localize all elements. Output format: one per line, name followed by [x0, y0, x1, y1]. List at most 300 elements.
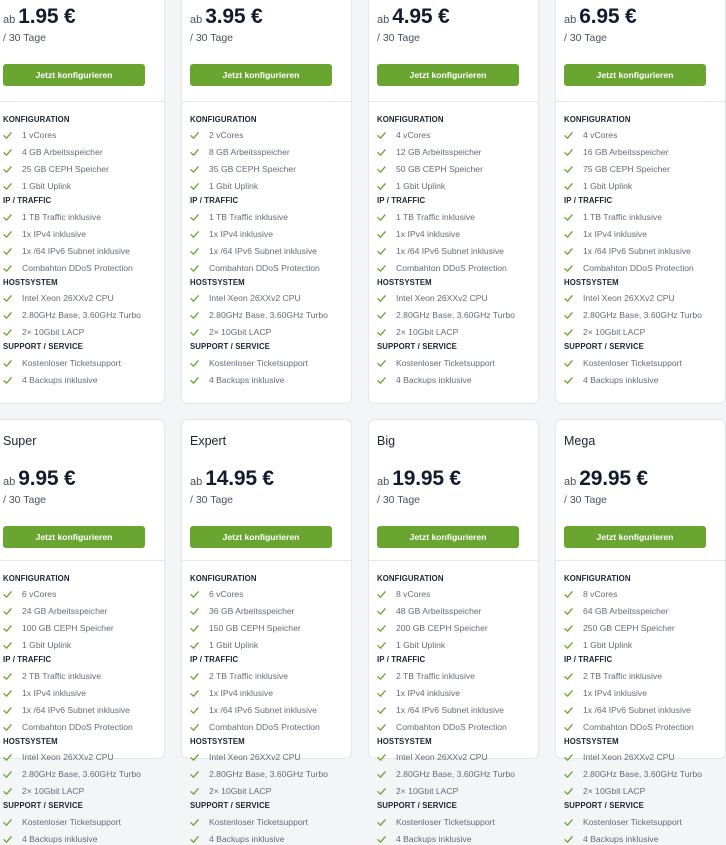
feature-ticket	[3, 357, 121, 369]
check-icon	[190, 607, 199, 616]
check-icon	[190, 706, 199, 715]
feature-uplink	[564, 639, 632, 651]
price	[190, 467, 274, 491]
check-icon	[377, 641, 386, 650]
feature-backups	[377, 374, 471, 386]
feature-cpu	[377, 751, 488, 763]
section-title-support: SUPPORT / SERVICE	[377, 342, 457, 351]
feature-storage	[377, 622, 488, 634]
feature-label: 1x IPv4 inklusive	[583, 688, 648, 698]
section-title-hostsystem: HOSTSYSTEM	[190, 737, 245, 746]
check-icon	[3, 607, 12, 616]
section-title-support: SUPPORT / SERVICE	[190, 801, 270, 810]
feature-label: Intel Xeon 26XXv2 CPU	[22, 293, 114, 303]
price-prefix: ab	[3, 476, 16, 488]
billing-period: / 30 Tage	[190, 494, 234, 506]
feature-ipv6	[3, 245, 130, 257]
check-icon	[564, 311, 573, 320]
feature-ipv4	[564, 687, 647, 699]
billing-period: / 30 Tage	[564, 32, 608, 44]
configure-button[interactable]: Jetzt konfigurieren	[3, 64, 145, 86]
feature-clock	[190, 768, 328, 780]
check-icon	[3, 294, 12, 303]
check-icon	[564, 723, 573, 732]
feature-vcores	[190, 588, 243, 600]
section-title-hostsystem: HOSTSYSTEM	[377, 737, 432, 746]
feature-cpu	[377, 292, 488, 304]
feature-label: 2× 10Gbit LACP	[583, 786, 646, 796]
feature-ipv4	[3, 228, 86, 240]
feature-label: 250 GB CEPH Speicher	[583, 623, 675, 633]
feature-ipv6	[564, 704, 691, 716]
feature-ddos	[190, 262, 320, 274]
feature-label: Intel Xeon 26XXv2 CPU	[22, 752, 114, 762]
section-title-ip-traffic: IP / TRAFFIC	[377, 655, 426, 664]
check-icon	[377, 359, 386, 368]
feature-label: 4 Backups inklusive	[396, 375, 472, 385]
feature-label: 1 TB Traffic inklusive	[396, 212, 475, 222]
feature-label: 1x /64 IPv6 Subnet inklusive	[583, 705, 691, 715]
feature-clock	[377, 768, 515, 780]
feature-ddos	[564, 721, 694, 733]
feature-label: 4 Backups inklusive	[396, 834, 472, 844]
check-icon	[190, 818, 199, 827]
check-icon	[377, 607, 386, 616]
check-icon	[377, 672, 386, 681]
check-icon	[564, 753, 573, 762]
configure-button[interactable]: Jetzt konfigurieren	[564, 526, 706, 548]
feature-traffic	[190, 211, 288, 223]
feature-vcores	[564, 129, 617, 141]
feature-ram	[190, 605, 295, 617]
check-icon	[3, 131, 12, 140]
feature-lacp	[564, 785, 645, 797]
feature-ipv4	[377, 228, 460, 240]
feature-label: 150 GB CEPH Speicher	[209, 623, 301, 633]
feature-lacp	[377, 326, 458, 338]
feature-ticket	[377, 816, 495, 828]
feature-label: Combahton DDoS Protection	[209, 263, 320, 273]
feature-traffic	[564, 670, 662, 682]
plan-card	[0, 0, 165, 404]
feature-label: 1 TB Traffic inklusive	[583, 212, 662, 222]
section-title-support: SUPPORT / SERVICE	[190, 342, 270, 351]
check-icon	[3, 706, 12, 715]
check-icon	[564, 672, 573, 681]
check-icon	[564, 148, 573, 157]
check-icon	[564, 835, 573, 844]
feature-ram	[377, 605, 482, 617]
check-icon	[564, 131, 573, 140]
feature-label: 2× 10Gbit LACP	[22, 786, 85, 796]
feature-label: 4 Backups inklusive	[583, 834, 659, 844]
price-prefix: ab	[190, 14, 203, 26]
card-divider	[369, 560, 538, 561]
check-icon	[190, 753, 199, 762]
check-icon	[190, 624, 199, 633]
check-icon	[564, 230, 573, 239]
feature-ipv4	[190, 687, 273, 699]
feature-storage	[3, 622, 114, 634]
section-title-hostsystem: HOSTSYSTEM	[377, 278, 432, 287]
price-value: 6.95 €	[579, 5, 637, 28]
check-icon	[564, 247, 573, 256]
price-prefix: ab	[190, 476, 203, 488]
price	[3, 5, 75, 29]
feature-label: 1 Gbit Uplink	[209, 640, 259, 650]
feature-uplink	[190, 180, 258, 192]
feature-label: 1x IPv4 inklusive	[396, 229, 461, 239]
check-icon	[3, 264, 12, 273]
feature-label: Combahton DDoS Protection	[583, 263, 694, 273]
check-icon	[190, 213, 199, 222]
feature-label: Kostenloser Ticketsupport	[22, 358, 121, 368]
billing-period: / 30 Tage	[377, 494, 421, 506]
feature-ipv4	[377, 687, 460, 699]
check-icon	[3, 818, 12, 827]
section-title-ip-traffic: IP / TRAFFIC	[190, 655, 239, 664]
feature-label: Combahton DDoS Protection	[396, 722, 507, 732]
feature-ipv6	[564, 245, 691, 257]
check-icon	[377, 311, 386, 320]
feature-label: Combahton DDoS Protection	[22, 722, 133, 732]
feature-clock	[377, 309, 515, 321]
feature-label: 1x IPv4 inklusive	[209, 229, 274, 239]
feature-label: 36 GB Arbeitsspeicher	[209, 606, 295, 616]
plan-name: Super	[3, 434, 37, 448]
check-icon	[190, 590, 199, 599]
section-title-ip-traffic: IP / TRAFFIC	[3, 655, 52, 664]
feature-label: 4 Backups inklusive	[209, 834, 285, 844]
feature-ticket	[564, 357, 682, 369]
feature-label: 48 GB Arbeitsspeicher	[396, 606, 482, 616]
feature-ram	[3, 146, 103, 158]
section-title-konfiguration: KONFIGURATION	[190, 115, 257, 124]
check-icon	[190, 723, 199, 732]
check-icon	[377, 165, 386, 174]
plan-card	[555, 0, 726, 404]
feature-label: 1 Gbit Uplink	[209, 181, 259, 191]
check-icon	[3, 376, 12, 385]
check-icon	[190, 641, 199, 650]
price-value: 29.95 €	[579, 467, 648, 490]
feature-label: 50 GB CEPH Speicher	[396, 164, 483, 174]
feature-ticket	[377, 357, 495, 369]
plan-card	[181, 0, 352, 404]
feature-vcores	[190, 129, 243, 141]
check-icon	[3, 723, 12, 732]
section-title-konfiguration: KONFIGURATION	[564, 115, 631, 124]
feature-backups	[377, 833, 471, 845]
feature-cpu	[190, 292, 301, 304]
feature-label: 12 GB Arbeitsspeicher	[396, 147, 482, 157]
configure-button[interactable]: Jetzt konfigurieren	[190, 526, 332, 548]
plan-name: Mega	[564, 434, 596, 448]
plan-name: Big	[377, 434, 396, 448]
check-icon	[377, 624, 386, 633]
section-title-konfiguration: KONFIGURATION	[3, 115, 70, 124]
feature-label: 8 vCores	[583, 589, 618, 599]
feature-label: 2× 10Gbit LACP	[209, 327, 272, 337]
feature-label: 2× 10Gbit LACP	[583, 327, 646, 337]
check-icon	[3, 165, 12, 174]
feature-label: 4 vCores	[396, 130, 431, 140]
feature-vcores	[564, 588, 617, 600]
card-divider	[0, 101, 164, 102]
feature-ram	[377, 146, 482, 158]
card-divider	[369, 101, 538, 102]
check-icon	[190, 376, 199, 385]
check-icon	[3, 770, 12, 779]
feature-backups	[190, 374, 284, 386]
feature-backups	[3, 374, 97, 386]
feature-label: 1x IPv4 inklusive	[396, 688, 461, 698]
feature-label: 1x IPv4 inklusive	[22, 688, 87, 698]
feature-label: Intel Xeon 26XXv2 CPU	[209, 293, 301, 303]
feature-label: 35 GB CEPH Speicher	[209, 164, 296, 174]
feature-ticket	[190, 357, 308, 369]
check-icon	[190, 148, 199, 157]
check-icon	[564, 689, 573, 698]
feature-uplink	[3, 180, 71, 192]
check-icon	[3, 311, 12, 320]
feature-traffic	[377, 670, 475, 682]
feature-label: Combahton DDoS Protection	[209, 722, 320, 732]
feature-ddos	[3, 721, 133, 733]
feature-clock	[3, 309, 141, 321]
feature-storage	[564, 622, 675, 634]
feature-label: 1 Gbit Uplink	[396, 181, 446, 191]
section-title-hostsystem: HOSTSYSTEM	[3, 737, 58, 746]
feature-label: 4 Backups inklusive	[209, 375, 285, 385]
check-icon	[377, 723, 386, 732]
feature-label: 2× 10Gbit LACP	[22, 327, 85, 337]
check-icon	[190, 689, 199, 698]
check-icon	[564, 376, 573, 385]
price-value: 19.95 €	[392, 467, 461, 490]
feature-label: 1x /64 IPv6 Subnet inklusive	[583, 246, 691, 256]
configure-button[interactable]: Jetzt konfigurieren	[377, 526, 519, 548]
feature-clock	[564, 768, 702, 780]
feature-label: 2.80GHz Base, 3.60GHz Turbo	[209, 769, 328, 779]
feature-label: Kostenloser Ticketsupport	[22, 817, 121, 827]
feature-label: 1 Gbit Uplink	[583, 181, 633, 191]
feature-label: 1x IPv4 inklusive	[209, 688, 274, 698]
price	[564, 467, 648, 491]
price-prefix: ab	[564, 476, 577, 488]
check-icon	[564, 641, 573, 650]
feature-label: 1x /64 IPv6 Subnet inklusive	[22, 705, 130, 715]
check-icon	[3, 328, 12, 337]
check-icon	[3, 148, 12, 157]
feature-label: 1 vCores	[22, 130, 57, 140]
section-title-ip-traffic: IP / TRAFFIC	[3, 196, 52, 205]
check-icon	[3, 624, 12, 633]
plan-card	[181, 419, 352, 844]
check-icon	[564, 787, 573, 796]
feature-uplink	[190, 639, 258, 651]
configure-button[interactable]: Jetzt konfigurieren	[190, 64, 332, 86]
check-icon	[377, 213, 386, 222]
feature-label: 25 GB CEPH Speicher	[22, 164, 109, 174]
check-icon	[564, 359, 573, 368]
check-icon	[377, 148, 386, 157]
check-icon	[377, 376, 386, 385]
feature-label: Intel Xeon 26XXv2 CPU	[583, 752, 675, 762]
section-title-konfiguration: KONFIGURATION	[3, 574, 70, 583]
feature-ipv6	[190, 245, 317, 257]
feature-label: 1x /64 IPv6 Subnet inklusive	[209, 246, 317, 256]
feature-ipv4	[190, 228, 273, 240]
price-value: 1.95 €	[18, 5, 76, 28]
check-icon	[190, 835, 199, 844]
feature-label: 1 TB Traffic inklusive	[22, 212, 101, 222]
section-title-hostsystem: HOSTSYSTEM	[564, 278, 619, 287]
feature-label: 1x /64 IPv6 Subnet inklusive	[396, 705, 504, 715]
section-title-konfiguration: KONFIGURATION	[564, 574, 631, 583]
check-icon	[3, 689, 12, 698]
plan-card	[368, 419, 539, 844]
check-icon	[3, 641, 12, 650]
feature-ipv6	[3, 704, 130, 716]
feature-vcores	[377, 129, 430, 141]
check-icon	[3, 590, 12, 599]
feature-uplink	[377, 639, 445, 651]
feature-label: 1 Gbit Uplink	[583, 640, 633, 650]
feature-lacp	[3, 326, 84, 338]
check-icon	[564, 770, 573, 779]
feature-label: 2 TB Traffic inklusive	[396, 671, 475, 681]
feature-ipv6	[190, 704, 317, 716]
feature-cpu	[3, 292, 114, 304]
feature-ipv4	[3, 687, 86, 699]
check-icon	[3, 182, 12, 191]
feature-label: 1 Gbit Uplink	[22, 640, 72, 650]
check-icon	[377, 835, 386, 844]
feature-ticket	[564, 816, 682, 828]
section-title-ip-traffic: IP / TRAFFIC	[190, 196, 239, 205]
check-icon	[377, 247, 386, 256]
feature-lacp	[564, 326, 645, 338]
configure-button[interactable]: Jetzt konfigurieren	[377, 64, 519, 86]
feature-ram	[564, 605, 669, 617]
check-icon	[190, 131, 199, 140]
feature-traffic	[3, 211, 101, 223]
feature-storage	[190, 163, 296, 175]
feature-label: 1 Gbit Uplink	[396, 640, 446, 650]
card-divider	[0, 560, 164, 561]
feature-ddos	[377, 262, 507, 274]
price-prefix: ab	[377, 14, 390, 26]
feature-ipv4	[564, 228, 647, 240]
plan-name: Expert	[190, 434, 227, 448]
feature-label: 4 Backups inklusive	[583, 375, 659, 385]
check-icon	[190, 294, 199, 303]
feature-lacp	[190, 785, 271, 797]
feature-lacp	[3, 785, 84, 797]
check-icon	[190, 247, 199, 256]
price-value: 4.95 €	[392, 5, 450, 28]
section-title-support: SUPPORT / SERVICE	[564, 342, 644, 351]
feature-storage	[190, 622, 301, 634]
price	[3, 467, 75, 491]
price-prefix: ab	[377, 476, 390, 488]
feature-label: 2.80GHz Base, 3.60GHz Turbo	[396, 769, 515, 779]
billing-period: / 30 Tage	[3, 32, 47, 44]
price	[564, 5, 636, 29]
feature-storage	[377, 163, 483, 175]
feature-label: 200 GB CEPH Speicher	[396, 623, 488, 633]
feature-label: Kostenloser Ticketsupport	[396, 358, 495, 368]
price-prefix: ab	[3, 14, 16, 26]
configure-button[interactable]: Jetzt konfigurieren	[3, 526, 145, 548]
feature-label: 2 vCores	[209, 130, 244, 140]
check-icon	[377, 230, 386, 239]
feature-label: 1x IPv4 inklusive	[583, 229, 648, 239]
feature-label: Kostenloser Ticketsupport	[209, 817, 308, 827]
feature-ddos	[190, 721, 320, 733]
card-divider	[556, 101, 725, 102]
check-icon	[377, 131, 386, 140]
check-icon	[190, 264, 199, 273]
section-title-ip-traffic: IP / TRAFFIC	[564, 655, 613, 664]
feature-uplink	[377, 180, 445, 192]
check-icon	[564, 624, 573, 633]
feature-label: Kostenloser Ticketsupport	[209, 358, 308, 368]
feature-label: Intel Xeon 26XXv2 CPU	[583, 293, 675, 303]
check-icon	[3, 753, 12, 762]
feature-label: Combahton DDoS Protection	[583, 722, 694, 732]
feature-vcores	[3, 588, 56, 600]
section-title-hostsystem: HOSTSYSTEM	[190, 278, 245, 287]
feature-traffic	[3, 670, 101, 682]
feature-label: 2× 10Gbit LACP	[396, 327, 459, 337]
check-icon	[564, 264, 573, 273]
feature-cpu	[3, 751, 114, 763]
check-icon	[377, 706, 386, 715]
feature-label: 4 GB Arbeitsspeicher	[22, 147, 103, 157]
check-icon	[377, 328, 386, 337]
check-icon	[3, 213, 12, 222]
check-icon	[564, 294, 573, 303]
check-icon	[564, 328, 573, 337]
card-divider	[182, 560, 351, 561]
plan-card	[368, 0, 539, 404]
feature-ipv6	[377, 245, 504, 257]
billing-period: / 30 Tage	[564, 494, 608, 506]
feature-label: 2 TB Traffic inklusive	[583, 671, 662, 681]
plan-card	[0, 419, 165, 844]
check-icon	[3, 359, 12, 368]
section-title-hostsystem: HOSTSYSTEM	[3, 278, 58, 287]
check-icon	[564, 213, 573, 222]
feature-lacp	[190, 326, 271, 338]
check-icon	[3, 835, 12, 844]
check-icon	[3, 247, 12, 256]
check-icon	[190, 770, 199, 779]
feature-ddos	[3, 262, 133, 274]
configure-button[interactable]: Jetzt konfigurieren	[564, 64, 706, 86]
feature-vcores	[3, 129, 56, 141]
check-icon	[190, 311, 199, 320]
check-icon	[190, 672, 199, 681]
check-icon	[377, 294, 386, 303]
feature-traffic	[377, 211, 475, 223]
check-icon	[377, 264, 386, 273]
feature-label: 1x /64 IPv6 Subnet inklusive	[209, 705, 317, 715]
billing-period: / 30 Tage	[377, 32, 421, 44]
feature-label: Kostenloser Ticketsupport	[583, 358, 682, 368]
